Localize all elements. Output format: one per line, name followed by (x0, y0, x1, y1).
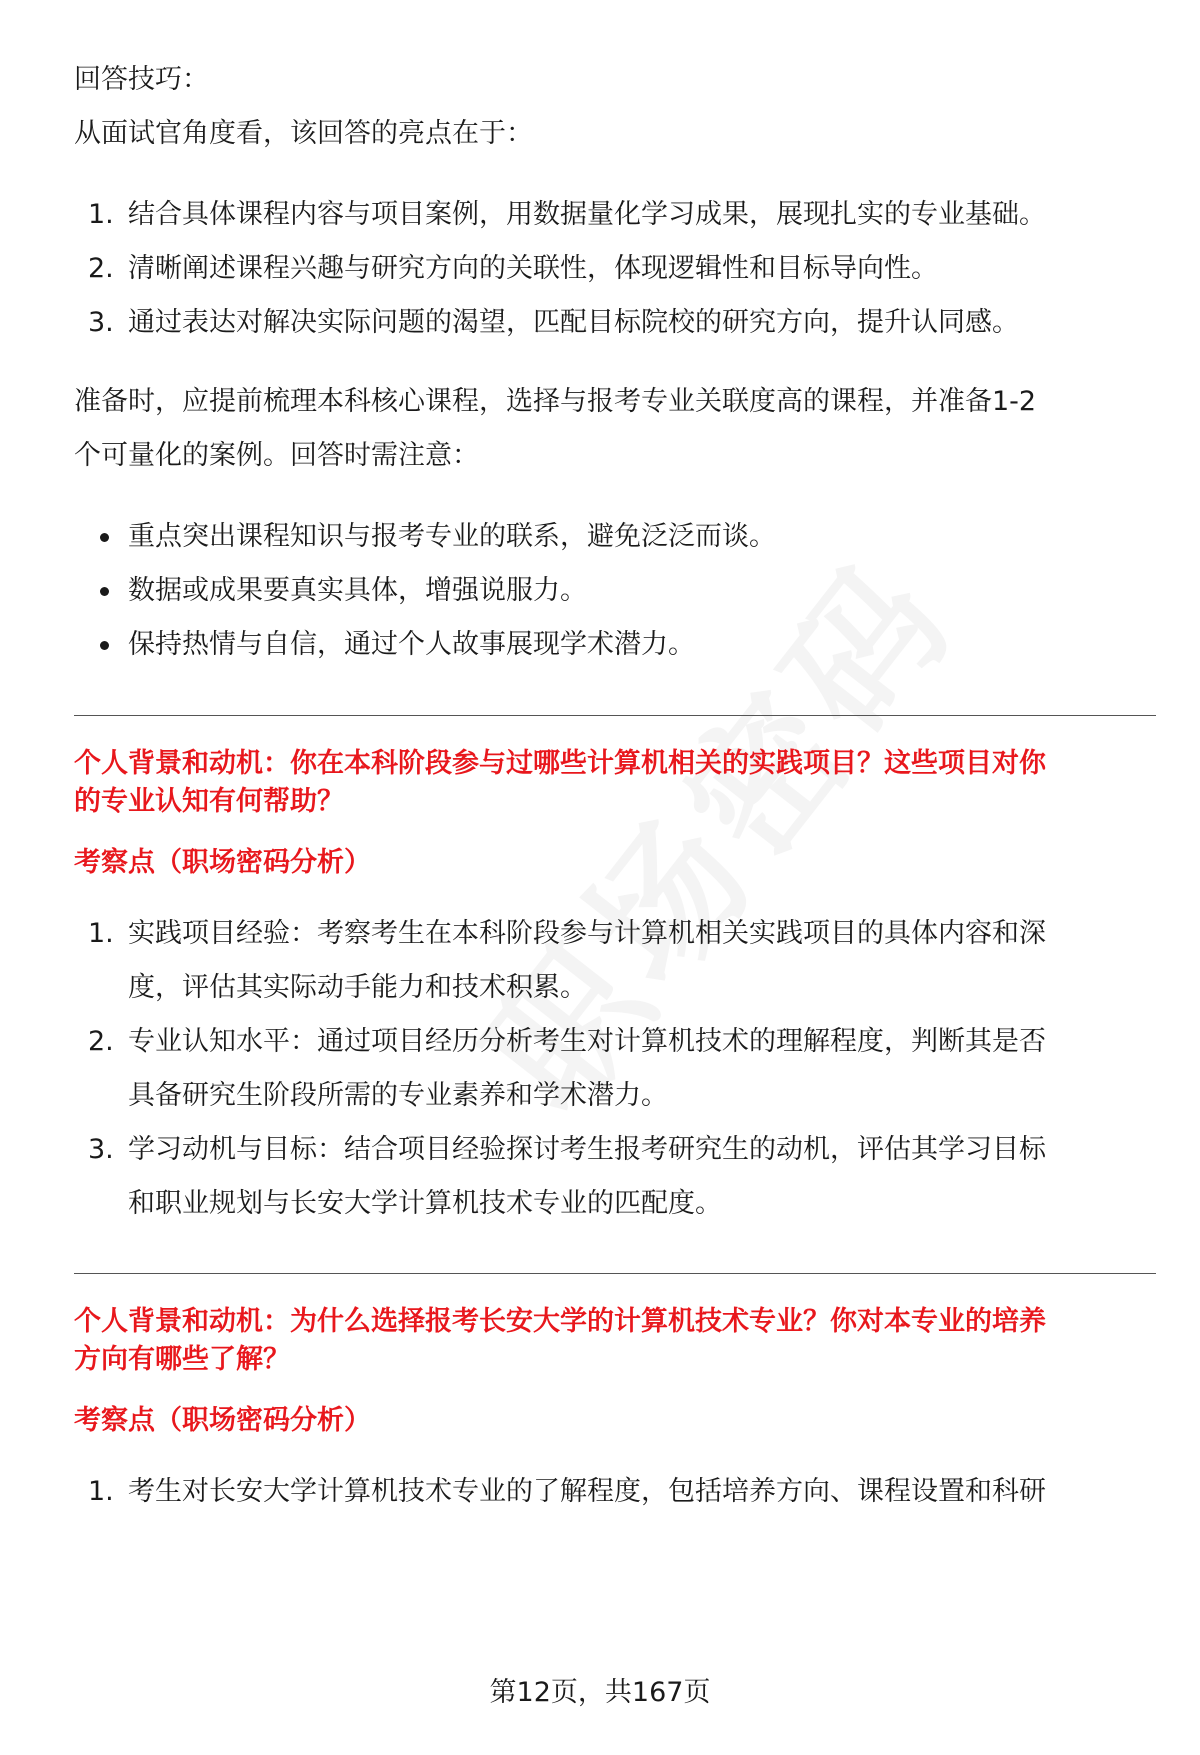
list-number: 1. (88, 1476, 114, 1507)
bullet-text: 保持热情与自信，通过个人故事展现学术潜力。 (128, 629, 695, 660)
list-text-continuation: 和职业规划与长安大学计算机技术专业的匹配度。 (128, 1188, 722, 1219)
question-heading-line1: 个人背景和动机：你在本科阶段参与过哪些计算机相关的实践项目？这些项目对你 (74, 748, 1046, 779)
list-number: 1. (88, 199, 114, 230)
list-number: 1. (88, 918, 114, 949)
question-heading-line2: 方向有哪些了解？ (74, 1344, 290, 1375)
list-text: 通过表达对解决实际问题的渴望，匹配目标院校的研究方向，提升认同感。 (128, 307, 1019, 338)
list-text: 清晰阐述课程兴趣与研究方向的关联性，体现逻辑性和目标导向性。 (128, 253, 938, 284)
list-number: 3. (88, 1134, 114, 1165)
bullet-dot (100, 641, 109, 650)
analysis-title: 考察点（职场密码分析） (74, 847, 371, 878)
list-text: 实践项目经验：考察考生在本科阶段参与计算机相关实践项目的具体内容和深 (128, 918, 1046, 949)
list-text-continuation: 具备研究生阶段所需的专业素养和学术潜力。 (128, 1080, 668, 1111)
bullet-text: 重点突出课程知识与报考专业的联系，避免泛泛而谈。 (128, 521, 776, 552)
tips-intro: 从面试官角度看，该回答的亮点在于： (74, 118, 533, 149)
bullet-dot (100, 587, 109, 596)
tips-label: 回答技巧： (74, 64, 209, 95)
page-number: 第12页，共167页 (489, 1677, 711, 1708)
list-number: 2. (88, 253, 114, 284)
section-divider (74, 1273, 1156, 1274)
list-text: 专业认知水平：通过项目经历分析考生对计算机技术的理解程度，判断其是否 (128, 1026, 1046, 1057)
bullet-dot (100, 533, 109, 542)
analysis-title: 考察点（职场密码分析） (74, 1405, 371, 1436)
bullet-text: 数据或成果要真实具体，增强说服力。 (128, 575, 587, 606)
question-heading-line2: 的专业认知有何帮助？ (74, 786, 344, 817)
list-text: 学习动机与目标：结合项目经验探讨考生报考研究生的动机，评估其学习目标 (128, 1134, 1046, 1165)
list-text: 考生对长安大学计算机技术专业的了解程度，包括培养方向、课程设置和科研 (128, 1476, 1046, 1507)
section-divider (74, 715, 1156, 716)
list-text: 结合具体课程内容与项目案例，用数据量化学习成果，展现扎实的专业基础。 (128, 199, 1046, 230)
list-number: 3. (88, 307, 114, 338)
list-number: 2. (88, 1026, 114, 1057)
list-text-continuation: 度，评估其实际动手能力和技术积累。 (128, 972, 587, 1003)
prep-paragraph-line1: 准备时，应提前梳理本科核心课程，选择与报考专业关联度高的课程，并准备1-2 (74, 386, 1037, 417)
prep-paragraph-line2: 个可量化的案例。回答时需注意： (74, 440, 479, 471)
question-heading-line1: 个人背景和动机：为什么选择报考长安大学的计算机技术专业？你对本专业的培养 (74, 1306, 1046, 1337)
